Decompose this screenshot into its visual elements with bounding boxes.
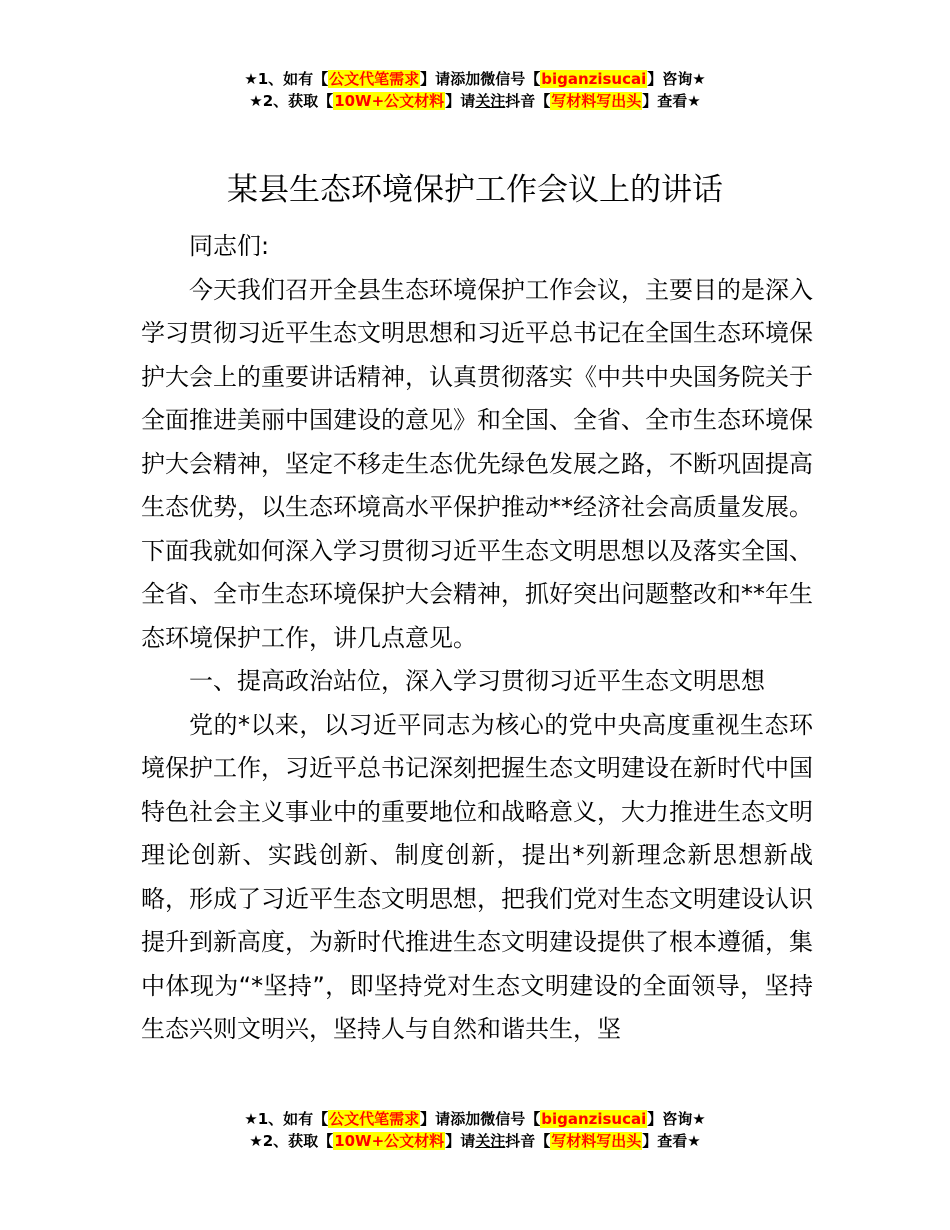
banner-text: 抖音【 bbox=[505, 1132, 551, 1150]
banner-text: 微信号【 bbox=[480, 70, 541, 88]
banner-text: ★2、获取【 bbox=[249, 1132, 334, 1150]
banner-highlight: 写材料写出头 bbox=[551, 92, 642, 110]
body-paragraph: 今天我们召开全县生态环境保护工作会议，主要目的是深入学习贯彻习近平生态文明思想和习近平总书记在全国生态环境保护大会上的重要讲话精神，认真贯彻落实《中共中央国务院关于全面推进美丽中国建设的意见》和全国、全省、全市生态环境保护大会精神，坚定不移走生态优先绿色发展之路，不断巩固提高生态优势，以生态环境高水平保护推动**经济社会高质量发展。下面我就如何深入学习贯彻习近平生态文明思想以及落实全国、全省、全市生态环境保护大会精神，抓好突出问题整改和**年生态环境保护工作，讲几点意见。 bbox=[141, 275, 813, 652]
banner-text: 微信号【 bbox=[480, 1110, 541, 1128]
banner-line-2 bbox=[0, 90, 950, 112]
banner-text: 】查看★ bbox=[642, 1132, 701, 1150]
body-paragraph: 党的*以来，以习近平同志为核心的党中央高度重视生态环境保护工作，习近平总书记深刻把握生态文明建设在新时代中国特色社会主义事业中的重要地位和战略意义，大力推进生态文明理论创新、实践创新、制度创新，提出*列新理念新思想新战略，形成了习近平生态文明思想，把我们党对生态文明建设认识提升到新高度，为新时代推进生态文明建设提供了根本遵循，集中体现为“*坚持”，即坚持党对生态文明建设的全面领导，坚持生态兴则文明兴，坚持人与自然和谐共生，坚 bbox=[141, 710, 813, 1043]
banner-text: 关注 bbox=[475, 92, 506, 110]
section-heading: 一、提高政治站位，深入学习贯彻习近平生态文明思想 bbox=[189, 667, 765, 695]
banner-highlight: biganzisucai bbox=[541, 1110, 647, 1128]
banner-text: ★1、如有【 bbox=[244, 1110, 329, 1128]
banner-text: 关注 bbox=[475, 1132, 506, 1150]
document-title: 某县生态环境保护工作会议上的讲话 bbox=[227, 172, 723, 208]
footer-banner bbox=[0, 1108, 950, 1152]
banner-line-1 bbox=[0, 1108, 950, 1130]
banner-line-1 bbox=[0, 68, 950, 90]
banner-text: 】请 bbox=[420, 70, 451, 88]
banner-line-2 bbox=[0, 1130, 950, 1152]
document-body bbox=[141, 225, 813, 1052]
banner-highlight: 10W+公文材料 bbox=[334, 1132, 445, 1150]
banner-text: 添加 bbox=[450, 1110, 481, 1128]
banner-text: 】请 bbox=[420, 1110, 451, 1128]
banner-text: 添加 bbox=[450, 70, 481, 88]
banner-highlight: 写材料写出头 bbox=[551, 1132, 642, 1150]
banner-text: ★1、如有【 bbox=[244, 70, 329, 88]
banner-text: 】查看★ bbox=[642, 92, 701, 110]
header-banner bbox=[0, 68, 950, 112]
banner-highlight: biganzisucai bbox=[541, 70, 647, 88]
banner-highlight: 公文代笔需求 bbox=[329, 1110, 420, 1128]
banner-text: 】请 bbox=[445, 1132, 476, 1150]
banner-text: 】咨询★ bbox=[647, 70, 706, 88]
banner-text: 】请 bbox=[445, 92, 476, 110]
banner-text: ★2、获取【 bbox=[249, 92, 334, 110]
banner-text: 】咨询★ bbox=[647, 1110, 706, 1128]
banner-text: 抖音【 bbox=[505, 92, 551, 110]
banner-highlight: 10W+公文材料 bbox=[334, 92, 445, 110]
banner-highlight: 公文代笔需求 bbox=[329, 70, 420, 88]
salutation: 同志们: bbox=[189, 232, 270, 260]
